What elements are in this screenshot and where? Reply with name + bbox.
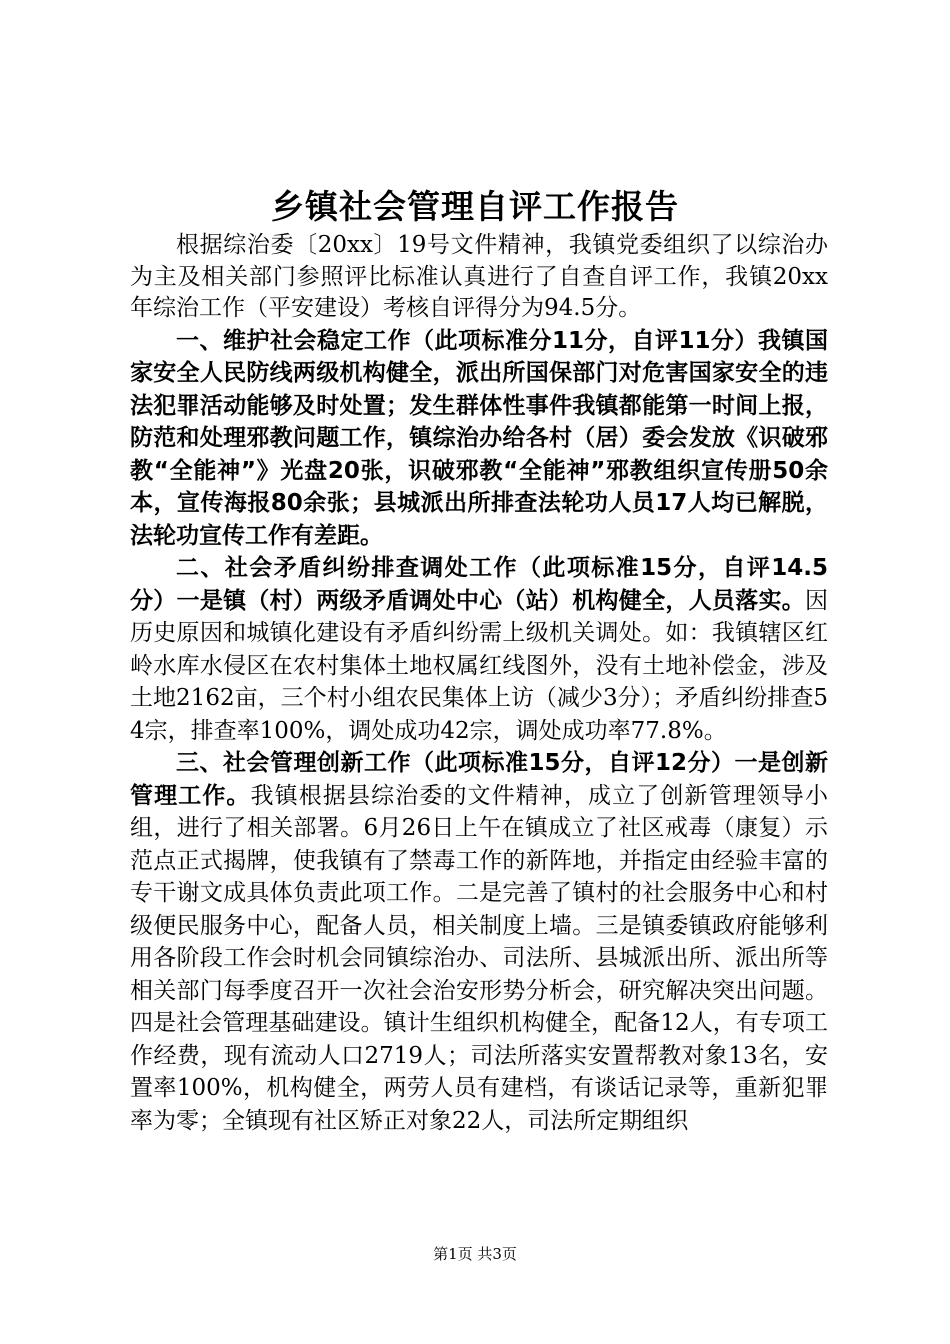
page-number-footer: 第1页 共3页: [433, 1245, 517, 1263]
section-3-heading: 三、社会管理创新工作（此项标准15分，自评12分）一是创新管理工作。: [130, 750, 828, 809]
section-1-heading: 一、维护社会稳定工作（此项标准分11分，自评11分）我镇国家安全人民防线两级机构健全，派出所国保部门对危害国家安全的违法犯罪活动能够及时处置；发生群体性事件我镇都能第一时间上报，防范和处理邪教问题工作，镇综治办给各村（居）委会发放《识破邪教“全能神”》光盘20张，识破邪教“全能神”邪教组织宣传册50余本，宣传海报80余张；县城派出所排查法轮功人员17人均已解脱，法轮功宣传工作有差距。: [130, 327, 828, 549]
section-1-paragraph: [130, 325, 828, 553]
section-2-paragraph: [130, 552, 828, 747]
section-2-body: 因历史原因和城镇化建设有矛盾纠纷需上级机关调处。如：我镇辖区红岭水库水侵区在农村集体土地权属红线图外，没有土地补偿金，涉及土地2162亩，三个村小组农民集体上访（减少3分）；矛盾纠纷排查54宗，排查率100%，调处成功42宗，调处成功率77.8%。: [130, 587, 828, 744]
document-body: [130, 230, 828, 1137]
section-2-heading: 二、社会矛盾纠纷排查调处工作（此项标准15分，自评14.5分）一是镇（村）两级矛盾调处中心（站）机构健全，人员落实。: [130, 555, 828, 614]
intro-paragraph: 根据综治委〔20xx〕19号文件精神，我镇党委组织了以综治办为主及相关部门参照评比标准认真进行了自查自评工作，我镇20xx年综治工作（平安建设）考核自评得分为94.5分。: [130, 232, 828, 321]
section-3-paragraph: [130, 747, 828, 1137]
document-title: 乡镇社会管理自评工作报告: [271, 187, 679, 226]
section-3-body: 我镇根据县综治委的文件精神，成立了创新管理领导小组，进行了相关部署。6月26日上午在镇成立了社区戒毒（康复）示范点正式揭牌，使我镇有了禁毒工作的新阵地，并指定由经验丰富的专干谢文成具体负责此项工作。二是完善了镇村的社会服务中心和村级便民服务中心，配备人员，相关制度上墙。三是镇委镇政府能够利用各阶段工作会时机会同镇综治办、司法所、县城派出所、派出所等相关部门每季度召开一次社会治安形势分析会，研究解决突出问题。四是社会管理基础建设。镇计生组织机构健全，配备12人，有专项工作经费，现有流动人口2719人；司法所落实安置帮教对象13名，安置率100%，机构健全，两劳人员有建档，有谈话记录等，重新犯罪率为零；全镇现有社区矫正对象22人，司法所定期组织: [130, 782, 829, 1134]
